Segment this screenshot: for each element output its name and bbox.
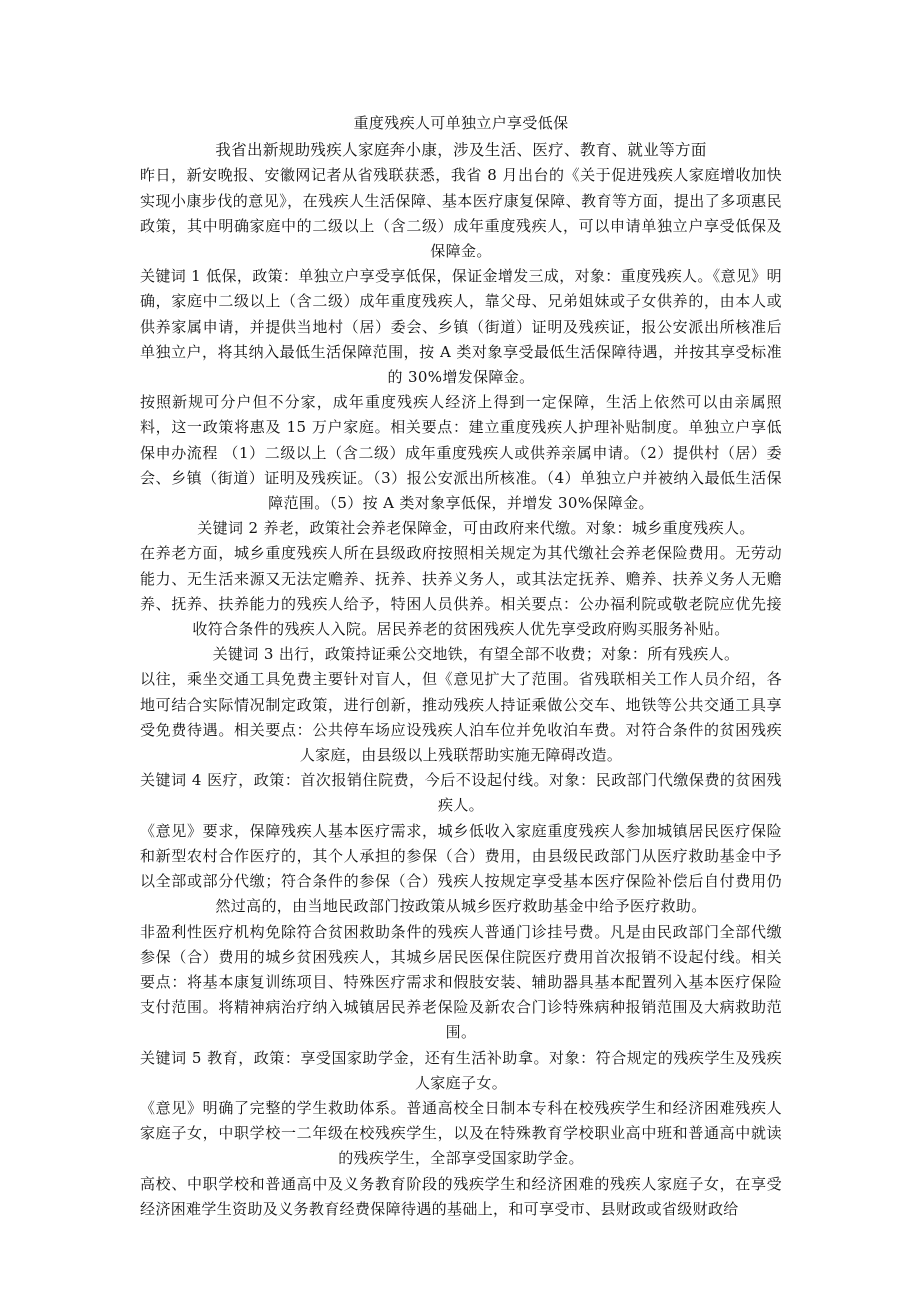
paragraph-keyword-4: 关键词 4 医疗，政策：首次报销住院费，今后不设起付线。对象：民政部门代缴保费的贫困残疾人。 bbox=[140, 771, 782, 815]
paragraph-keyword-3: 关键词 3 出行，政策持证乘公交地铁，有望全部不收费；对象：所有残疾人。 bbox=[212, 645, 740, 664]
paragraph-keyword-5-detail: 《意见》明确了完整的学生救助体系。普通高校全日制本专科在校残疾学生和经济困难残疾人家庭子女，中职学校一二年级在校残疾学生，以及在特殊教育学校职业高中班和普通高中就读的残疾学生，全部享受国家助学金。 bbox=[140, 1098, 782, 1168]
paragraph-keyword-1-detail: 按照新规可分户但不分家，成年重度残疾人经济上得到一定保障，生活上依然可以由亲属照料，这一政策将惠及 15 万户家庭。相关要点：建立重度残疾人护理补贴制度。单独立户享低保申办流程 （1）二级以上（含二级）成年重度残疾人或供养亲属申请。（2）提供村（居）委会、乡镇（街道）证明及残疾证。（3）报公安派出所核准。（4）单独立户并被纳入最低生活保障范围。（5）按 A 类对象享低保，并增发 30%保障金。 bbox=[140, 393, 782, 513]
paragraph-keyword-2: 关键词 2 养老，政策社会养老保障金，可由政府来代缴。对象：城乡重度残疾人。 bbox=[197, 519, 755, 538]
document-subtitle: 我省出新规助残疾人家庭奔小康，涉及生活、医疗、教育、就业等方面 bbox=[215, 141, 707, 160]
paragraph-keyword-3-detail: 以往，乘坐交通工具免费主要针对盲人，但《意见扩大了范围。省残联相关工作人员介绍，各地可结合实际情况制定政策，进行创新，推动残疾人持证乘做公交车、地铁等公共交通工具享受免费待遇。相关要点：公共停车场应设残疾人泊车位并免收泊车费。对符合条件的贫困残疾人家庭，由县级以上残联帮助实施无障碍改造。 bbox=[140, 670, 782, 765]
document-title: 重度残疾人可单独立户享受低保 bbox=[353, 114, 569, 132]
paragraph-keyword-1: 关键词 1 低保，政策：单独立户享受享低保，保证金增发三成，对象：重度残疾人。《意见》明确，家庭中二级以上（含二级）成年重度残疾人，靠父母、兄弟姐妹或子女供养的，由本人或供养家属申请，并提供当地村（居）委会、乡镇（街道）证明及残疾证，报公安派出所核准后单独立户，将其纳入最低生活保障范围，按 A 类对象享受最低生活保障待遇，并按其享受标准的 30%增发保障金。 bbox=[140, 267, 782, 387]
paragraph-keyword-4-detail-2: 非盈利性医疗机构免除符合贫困救助条件的残疾人普通门诊挂号费。凡是由民政部门全部代缴参保（合）费用的城乡贫困残疾人，其城乡居民医保住院医疗费用首次报销不设起付线。相关要点：将基本康复训练项目、特殊医疗需求和假肢安装、辅助器具基本配置列入基本医疗保险支付范围。将精神病治疗纳入城镇居民养老保险及新农合门诊特殊病种报销范围及大病救助范围。 bbox=[140, 922, 782, 1042]
paragraph-keyword-2-detail: 在养老方面，城乡重度残疾人所在县级政府按照相关规定为其代缴社会养老保险费用。无劳动能力、无生活来源又无法定赡养、抚养、扶养义务人，或其法定抚养、赡养、扶养义务人无赡养、抚养、扶养能力的残疾人给予，特困人员供养。相关要点：公办福利院或敬老院应优先接收符合条件的残疾人入院。居民养老的贫困残疾人优先享受政府购买服务补贴。 bbox=[140, 544, 782, 639]
paragraph-keyword-4-detail: 《意见》要求，保障残疾人基本医疗需求，城乡低收入家庭重度残疾人参加城镇居民医疗保险和新型农村合作医疗的，其个人承担的参保（合）费用，由县级民政部门从医疗救助基金中予以全部或部分代缴；符合条件的参保（合）残疾人按规定享受基本医疗保险补偿后自付费用仍然过高的，由当地民政部门按政策从城乡医疗救助基金中给予医疗救助。 bbox=[140, 821, 782, 916]
paragraph-intro: 昨日，新安晚报、安徽网记者从省残联获悉，我省 8 月出台的《关于促进残疾人家庭增收加快实现小康步伐的意见》，在残疾人生活保障、基本医疗康复保障、教育等方面，提出了多项惠民政策，其中明确家庭中的二级以上（含二级）成年重度残疾人，可以申请单独立户享受低保及保障金。 bbox=[140, 166, 782, 261]
paragraph-keyword-5: 关键词 5 教育，政策：享受国家助学金，还有生活补助拿。对象：符合规定的残疾学生及残疾人家庭子女。 bbox=[140, 1048, 782, 1092]
paragraph-keyword-5-detail-2: 高校、中职学校和普通高中及义务教育阶段的残疾学生和经济困难的残疾人家庭子女，在享受经济困难学生资助及义务教育经费保障待遇的基础上，和可享受市、县财政或省级财政给 bbox=[140, 1174, 782, 1218]
document-page bbox=[140, 111, 782, 1222]
